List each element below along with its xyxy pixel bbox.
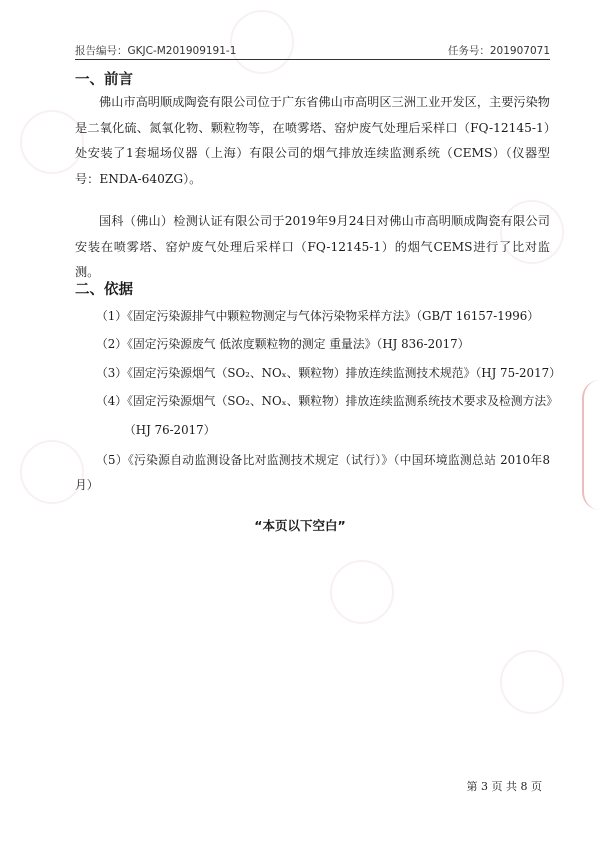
watermark-seal xyxy=(230,10,294,74)
watermark-seal xyxy=(500,650,564,714)
header-divider xyxy=(75,59,550,60)
task-number: 任务号：201907071 xyxy=(447,45,550,57)
reference-item: （2）《固定污染源废气 低浓度颗粒物的测定 重量法》（HJ 836-2017） xyxy=(96,337,470,351)
reference-item: （4）《固定污染源烟气（SO₂、NOₓ、颗粒物）排放连续监测系统技术要求及检测方法》 xyxy=(96,394,558,408)
reference-item: （5）《污染源自动监测设备比对监测技术规定（试行）》（中国环境监测总站 2010年8月） xyxy=(75,453,550,492)
page-number: 第 3 页 共 8 页 xyxy=(466,780,542,793)
reference-item: （1）《固定污染源排气中颗粒物测定与气体污染物采样方法》（GB/T 16157-1996） xyxy=(96,309,540,323)
reference-item: （3）《固定污染源烟气（SO₂、NOₓ、颗粒物）排放连续监测技术规范》（HJ 75-2017） xyxy=(96,366,561,380)
report-number: 报告编号：GKJC-M201909191-1 xyxy=(75,45,237,57)
section-title-basis: 二、依据 xyxy=(75,282,133,298)
watermark-seal xyxy=(330,560,394,624)
seam-stamp xyxy=(582,380,600,510)
intro-paragraph-2: 国科（佛山）检测认证有限公司于2019年9月24日对佛山市高明顺成陶瓷有限公司安装在喷雾塔、窑炉废气处理后采样口（FQ-12145-1）的烟气CEMS进行了比对监测。 xyxy=(75,214,550,279)
blank-page-note: “本页以下空白” xyxy=(254,518,346,533)
reference-item-continuation: （HJ 76-2017） xyxy=(124,423,216,437)
intro-paragraph-1: 佛山市高明顺成陶瓷有限公司位于广东省佛山市高明区三洲工业开发区，主要污染物是二氧化硫、氮氧化物、颗粒物等，在喷雾塔、窑炉废气处理后采样口（FQ-12145-1）处安装了1套堀场仪器（上海）有限公司的烟气排放连续监测系统（CEMS）（仪器型号：ENDA-640ZG）。 xyxy=(75,95,550,186)
section-title-intro: 一、前言 xyxy=(75,72,133,88)
